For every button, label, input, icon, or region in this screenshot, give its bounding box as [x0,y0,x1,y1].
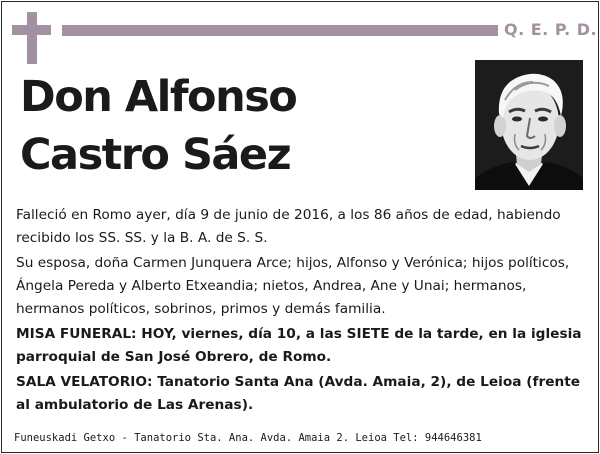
cross-icon [27,12,37,64]
family-list: Su esposa, doña Carmen Junquera Arce; hijos, Alfonso y Verónica; hijos políticos, Ángela Pereda y Alberto Etxeandia; nietos, Andrea, Ane y Unai; hermanos, hermanos políticos, sobrinos, primos y demás familia. [16,255,570,317]
funeral-home-footer: Funeuskadi Getxo - Tanatorio Sta. Ana. Avda. Amaia 2. Leioa Tel: 944646381 [14,432,482,444]
portrait-illustration [475,60,583,190]
notice-body [16,204,582,419]
header-rule [62,25,498,36]
funeral-mass-info: MISA FUNERAL: HOY, viernes, día 10, a las SIETE de la tarde, en la iglesia parroquial de San José Obrero, de Romo. [16,326,582,365]
cross-icon-bar [12,25,51,35]
obituary-notice [1,1,599,453]
portrait-photo [475,60,583,190]
wake-room-info: SALA VELATORIO: Tanatorio Santa Ana (Avda. Amaia, 2), de Leioa (frente al ambulatorio de Las Arenas). [16,374,581,413]
name-line-2: Castro Sáez [20,130,291,180]
death-announcement: Falleció en Romo ayer, día 9 de junio de 2016, a los 86 años de edad, habiendo recibido los SS. SS. y la B. A. de S. S. [16,207,561,246]
qepd-label: Q. E. P. D. [504,20,598,39]
deceased-name [20,68,296,184]
name-line-1: Don Alfonso [20,72,297,122]
